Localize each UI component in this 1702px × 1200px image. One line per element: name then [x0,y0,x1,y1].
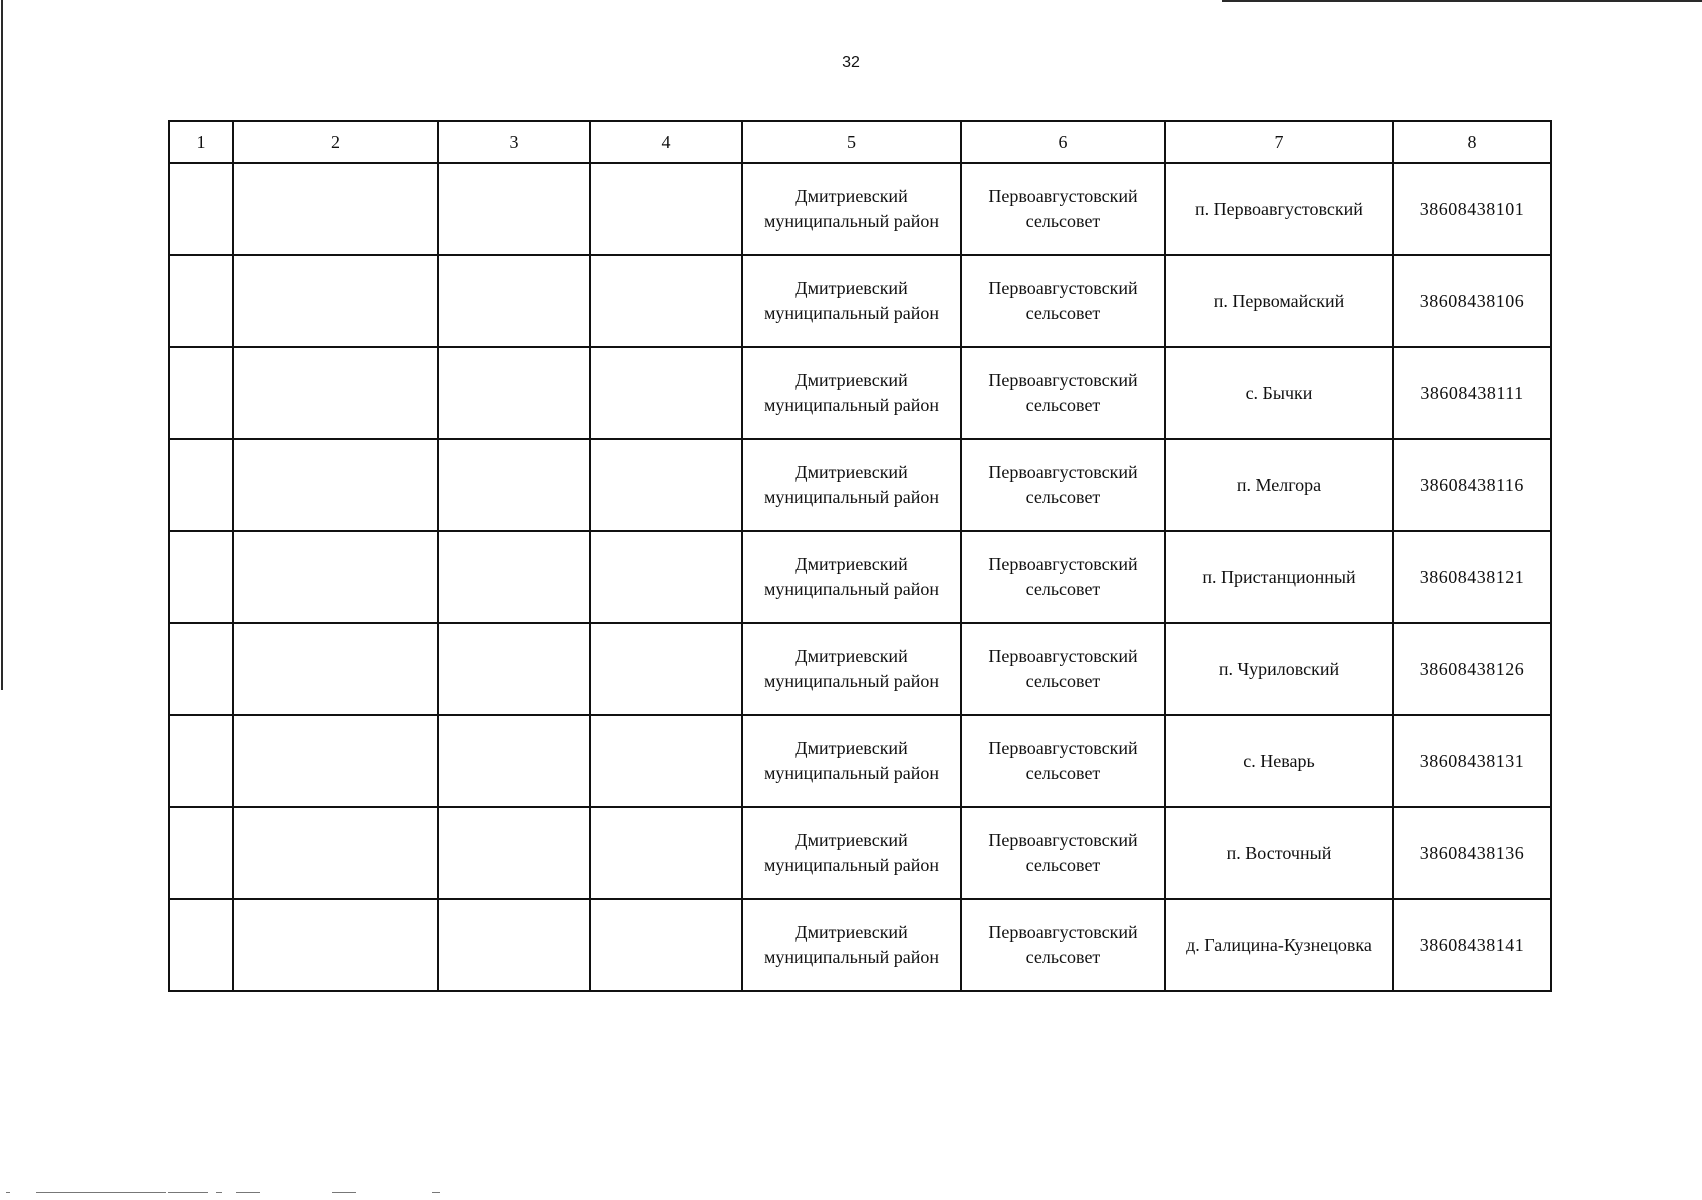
cell-col3 [438,807,590,899]
cell-col4 [590,163,742,255]
cell-settlement: д. Галицина-Кузнецовка [1165,899,1393,991]
cell-code: 38608438136 [1393,807,1551,899]
cell-code: 38608438141 [1393,899,1551,991]
cell-col3 [438,623,590,715]
cell-col2 [233,807,438,899]
table-row [169,807,1551,899]
cell-settlement: п. Мелгора [1165,439,1393,531]
cell-district: Дмитриевский муниципальный район [742,347,961,439]
column-header-6: 6 [961,121,1165,163]
cell-col3 [438,531,590,623]
cell-council: Первоавгустовский сельсовет [961,255,1165,347]
cell-district: Дмитриевский муниципальный район [742,899,961,991]
cell-col1 [169,899,233,991]
table-header-row [169,121,1551,163]
table-row [169,347,1551,439]
cell-settlement: п. Восточный [1165,807,1393,899]
cell-settlement: с. Неварь [1165,715,1393,807]
cell-col2 [233,255,438,347]
cell-code: 38608438111 [1393,347,1551,439]
settlements-table [168,120,1552,992]
cell-col1 [169,807,233,899]
cell-col3 [438,347,590,439]
cell-district: Дмитриевский муниципальный район [742,715,961,807]
cell-col3 [438,255,590,347]
page-number: 32 [842,54,860,71]
cell-col4 [590,439,742,531]
cell-col4 [590,255,742,347]
cell-col4 [590,715,742,807]
cell-col2 [233,623,438,715]
table-row [169,899,1551,991]
cell-council: Первоавгустовский сельсовет [961,807,1165,899]
column-header-3: 3 [438,121,590,163]
cell-col2 [233,347,438,439]
cell-settlement: с. Бычки [1165,347,1393,439]
cell-code: 38608438116 [1393,439,1551,531]
cell-col1 [169,531,233,623]
cell-settlement: п. Первоавгустовский [1165,163,1393,255]
cell-district: Дмитриевский муниципальный район [742,163,961,255]
cell-col4 [590,899,742,991]
cell-code: 38608438106 [1393,255,1551,347]
column-header-1: 1 [169,121,233,163]
cell-council: Первоавгустовский сельсовет [961,899,1165,991]
table-row [169,715,1551,807]
cell-code: 38608438126 [1393,623,1551,715]
column-header-7: 7 [1165,121,1393,163]
cell-col4 [590,347,742,439]
column-header-2: 2 [233,121,438,163]
cell-district: Дмитриевский муниципальный район [742,531,961,623]
cell-col1 [169,623,233,715]
cell-council: Первоавгустовский сельсовет [961,623,1165,715]
cell-settlement: п. Пристанционный [1165,531,1393,623]
cell-council: Первоавгустовский сельсовет [961,347,1165,439]
table-row [169,163,1551,255]
scan-border-left [1,0,3,690]
cell-district: Дмитриевский муниципальный район [742,439,961,531]
cell-district: Дмитриевский муниципальный район [742,255,961,347]
cell-col1 [169,347,233,439]
cell-code: 38608438131 [1393,715,1551,807]
table-row [169,255,1551,347]
cell-district: Дмитриевский муниципальный район [742,623,961,715]
cell-col2 [233,163,438,255]
cell-settlement: п. Чуриловский [1165,623,1393,715]
cell-council: Первоавгустовский сельсовет [961,439,1165,531]
column-header-5: 5 [742,121,961,163]
cell-col1 [169,715,233,807]
table-row [169,623,1551,715]
cell-col2 [233,715,438,807]
scan-artifact-bottom [0,1192,470,1198]
cell-col3 [438,715,590,807]
cell-district: Дмитриевский муниципальный район [742,807,961,899]
cell-col3 [438,439,590,531]
scan-border-top [1222,0,1702,2]
cell-col2 [233,899,438,991]
table-row [169,531,1551,623]
cell-code: 38608438101 [1393,163,1551,255]
cell-col2 [233,439,438,531]
cell-col4 [590,807,742,899]
cell-col1 [169,255,233,347]
cell-col1 [169,163,233,255]
cell-col4 [590,531,742,623]
cell-col3 [438,899,590,991]
cell-col4 [590,623,742,715]
cell-council: Первоавгустовский сельсовет [961,715,1165,807]
table-row [169,439,1551,531]
column-header-8: 8 [1393,121,1551,163]
cell-code: 38608438121 [1393,531,1551,623]
column-header-4: 4 [590,121,742,163]
cell-col1 [169,439,233,531]
cell-settlement: п. Первомайский [1165,255,1393,347]
cell-council: Первоавгустовский сельсовет [961,531,1165,623]
cell-col3 [438,163,590,255]
cell-col2 [233,531,438,623]
cell-council: Первоавгустовский сельсовет [961,163,1165,255]
